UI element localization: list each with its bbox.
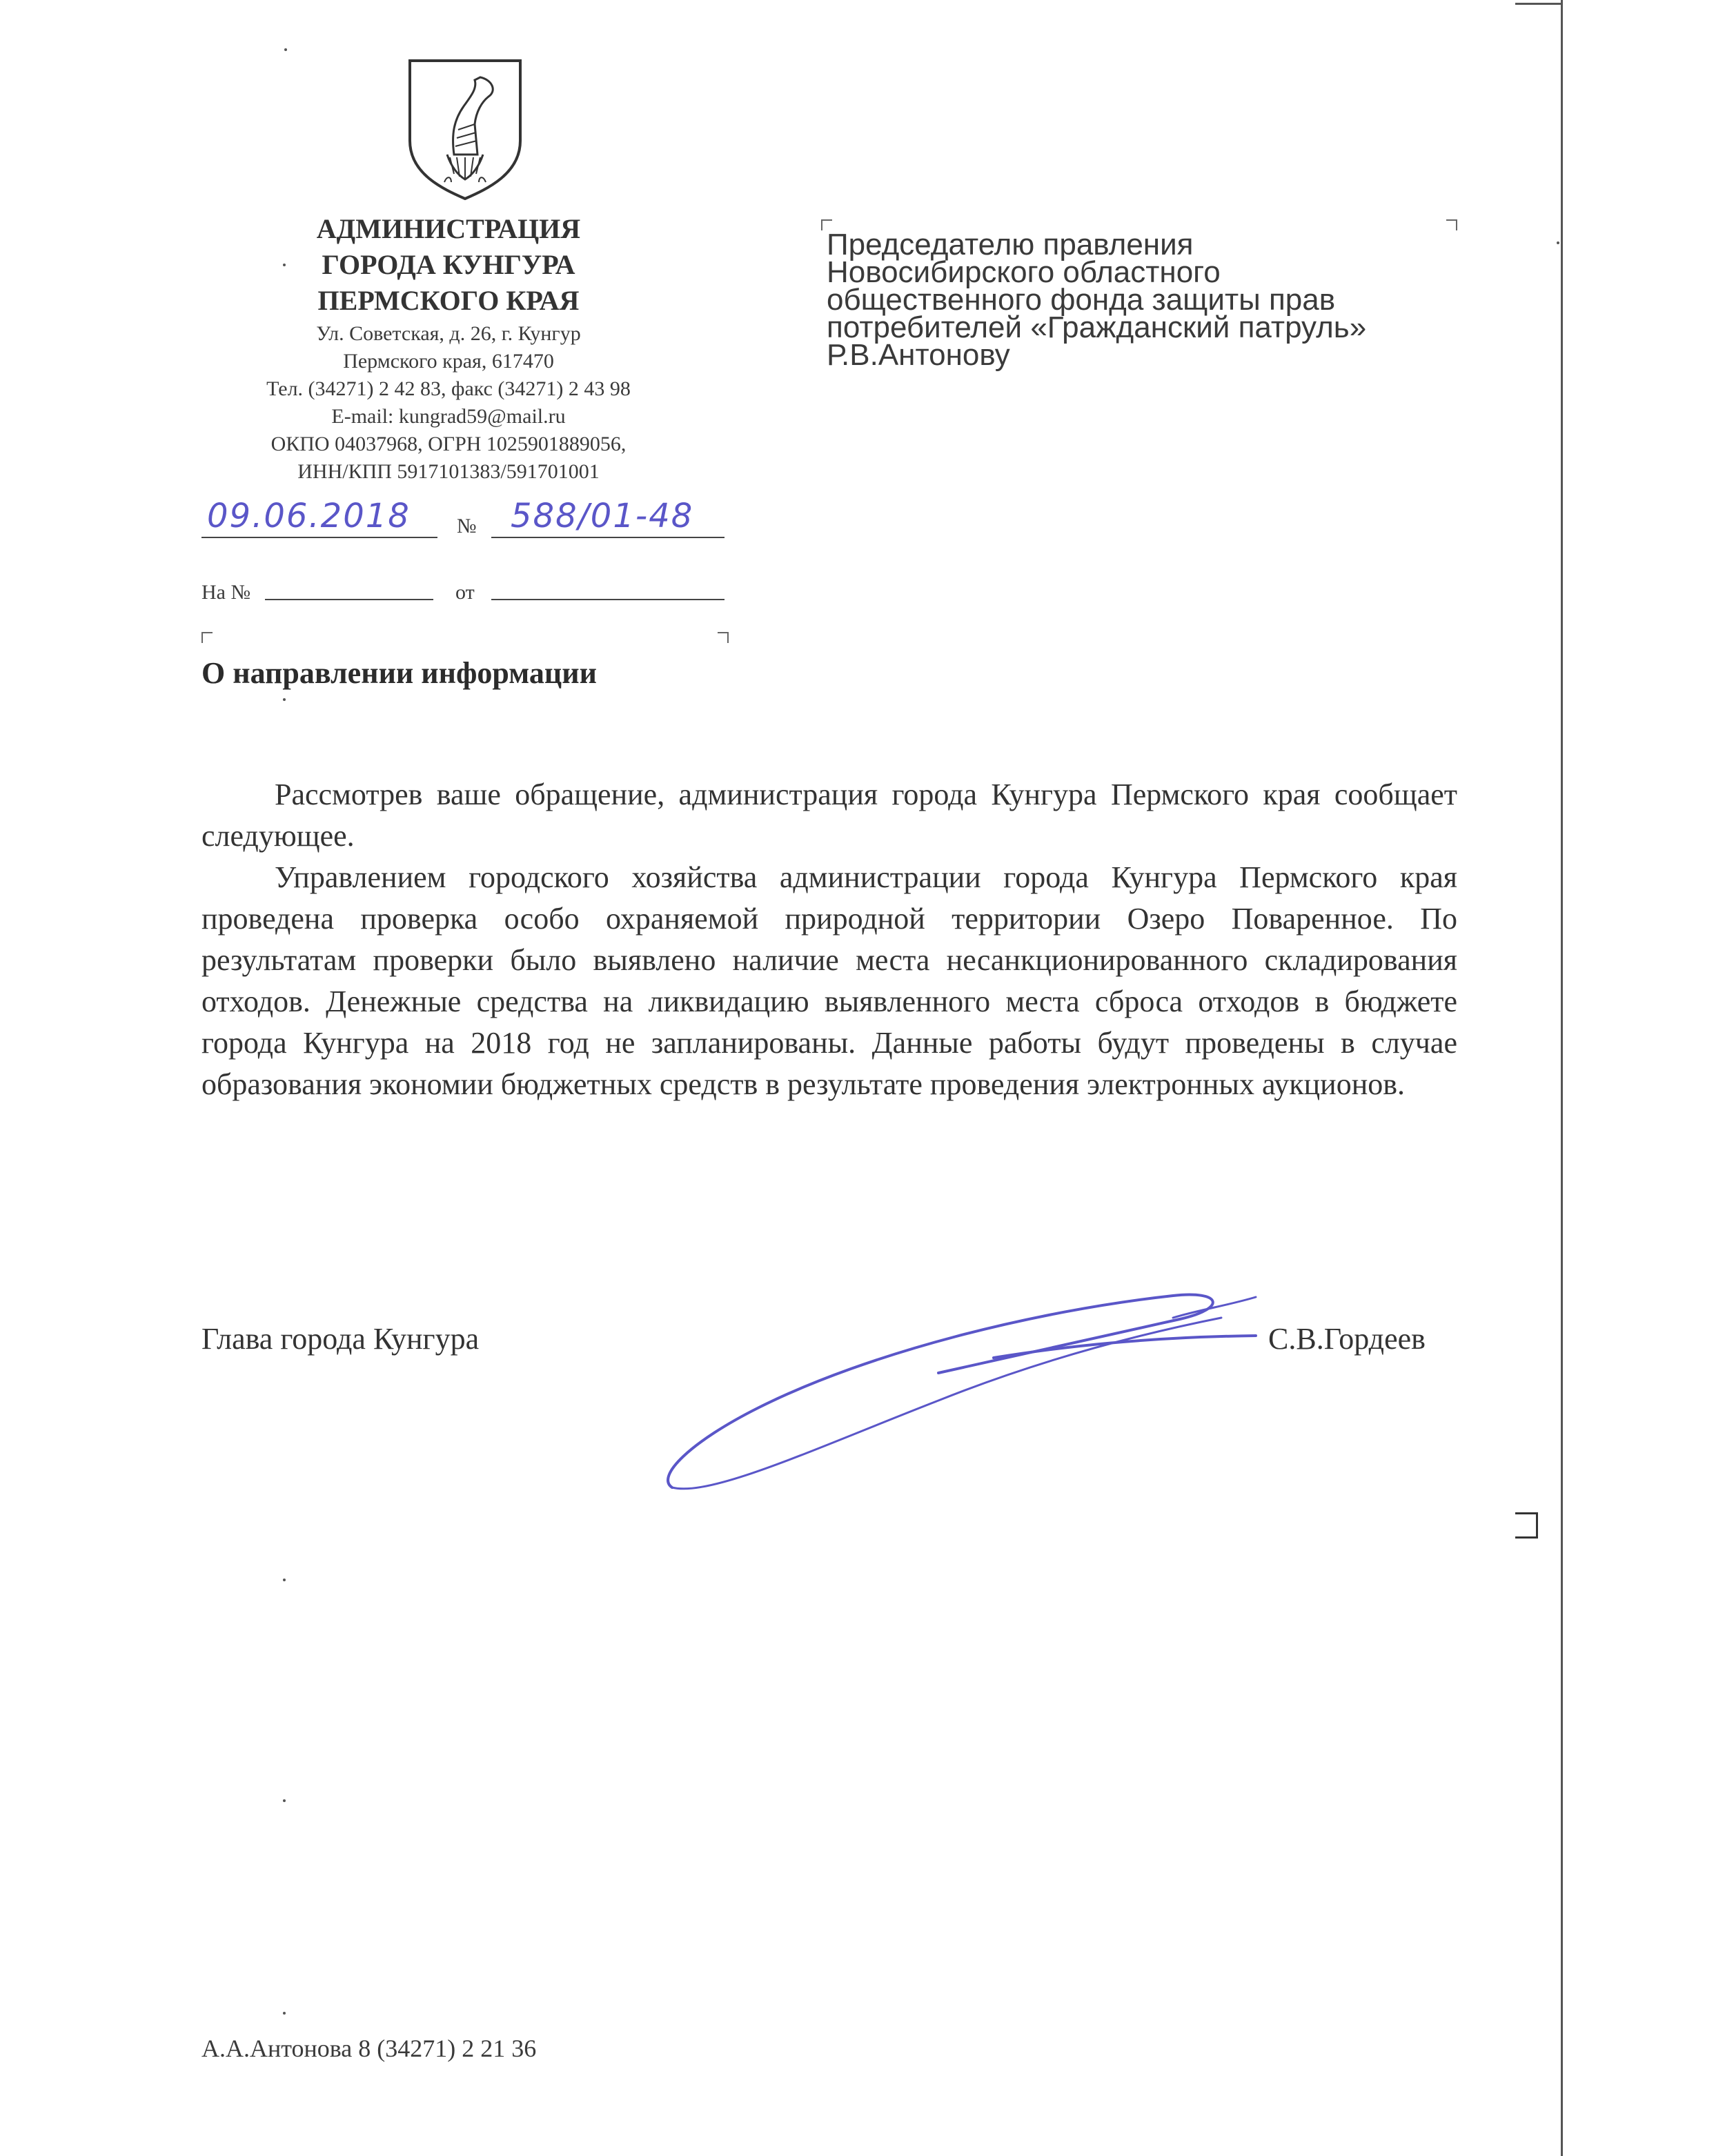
recipient-corner-right — [1446, 219, 1457, 230]
address-line: Тел. (34271) 2 42 83, факс (34271) 2 43 98 — [266, 377, 631, 400]
org-line: ПЕРМСКОГО КРАЯ — [317, 285, 580, 316]
scan-dot — [284, 48, 287, 51]
scan-edge-right — [1561, 0, 1563, 2156]
scan-clip-mark — [1515, 1512, 1538, 1539]
from-label: от — [455, 581, 475, 604]
date-underline — [201, 537, 437, 538]
signatory-role: Глава города Кунгура — [201, 1322, 480, 1356]
from-underline — [491, 599, 724, 600]
subject-corner-right — [718, 632, 729, 643]
scan-dot — [283, 698, 286, 701]
letter-subject: О направлении информации — [201, 656, 597, 690]
number-label: № — [457, 515, 477, 537]
address-line: Пермского края, 617470 — [343, 350, 554, 373]
recipient-block — [827, 228, 1448, 372]
executor-contact: А.А.Антонова 8 (34271) 2 21 36 — [201, 2035, 537, 2062]
handwritten-signature — [649, 1269, 1283, 1504]
number-underline — [491, 537, 724, 538]
scan-dot — [283, 1579, 286, 1581]
org-line: АДМИНИСТРАЦИЯ — [316, 213, 581, 244]
org-line: ГОРОДА КУНГУРА — [322, 249, 575, 280]
address-line: ИНН/КПП 5917101383/591701001 — [297, 460, 600, 483]
scan-dot — [283, 264, 286, 266]
recipient-line: общественного фонда защиты прав — [827, 283, 1336, 317]
organization-name — [207, 211, 690, 319]
recipient-line: Председателю правления — [827, 228, 1194, 261]
scan-edge-top — [1515, 3, 1561, 5]
reference-label: На № — [201, 581, 251, 604]
address-line: ОКПО 04037968, ОГРН 1025901889056, — [270, 433, 627, 455]
scan-dot — [283, 2012, 286, 2015]
coat-of-arms-emblem — [406, 58, 524, 201]
letter-body — [201, 774, 1457, 1105]
organization-address — [207, 320, 690, 486]
scan-dot — [283, 1799, 286, 1802]
registration-number: 588/01-48 — [511, 497, 694, 535]
scan-dot — [1557, 241, 1559, 244]
address-line: Ул. Советская, д. 26, г. Кунгур — [316, 322, 581, 345]
registration-date: 09.06.2018 — [207, 497, 411, 535]
recipient-line: потребителей «Гражданский патруль» — [827, 310, 1367, 344]
body-paragraph: Рассмотрев ваше обращение, администрация города Кунгура Пермского края сообщает следующее. — [201, 778, 1457, 853]
signatory-name: С.В.Гордеев — [1268, 1322, 1426, 1356]
recipient-line: Новосибирского областного — [827, 255, 1221, 289]
reference-underline — [265, 599, 433, 600]
subject-corner-left — [201, 632, 213, 643]
recipient-line: Р.В.Антонову — [827, 338, 1010, 372]
body-paragraph: Управлением городского хозяйства администрации города Кунгура Пермского края проведена проверка особо охраняемой природной территории Озеро Поваренное. По результатам проверки было выявлено наличие места несанкционированного складирования отходов. Денежные средства на ликвидацию выявленного места сброса отходов в бюджете города Кунгура на 2018 год не запланированы. Данные работы будут проведены в случае образования экономии бюджетных средств в результате проведения электронных аукционов. — [201, 860, 1457, 1101]
address-line: E-mail: kungrad59@mail.ru — [331, 405, 566, 428]
